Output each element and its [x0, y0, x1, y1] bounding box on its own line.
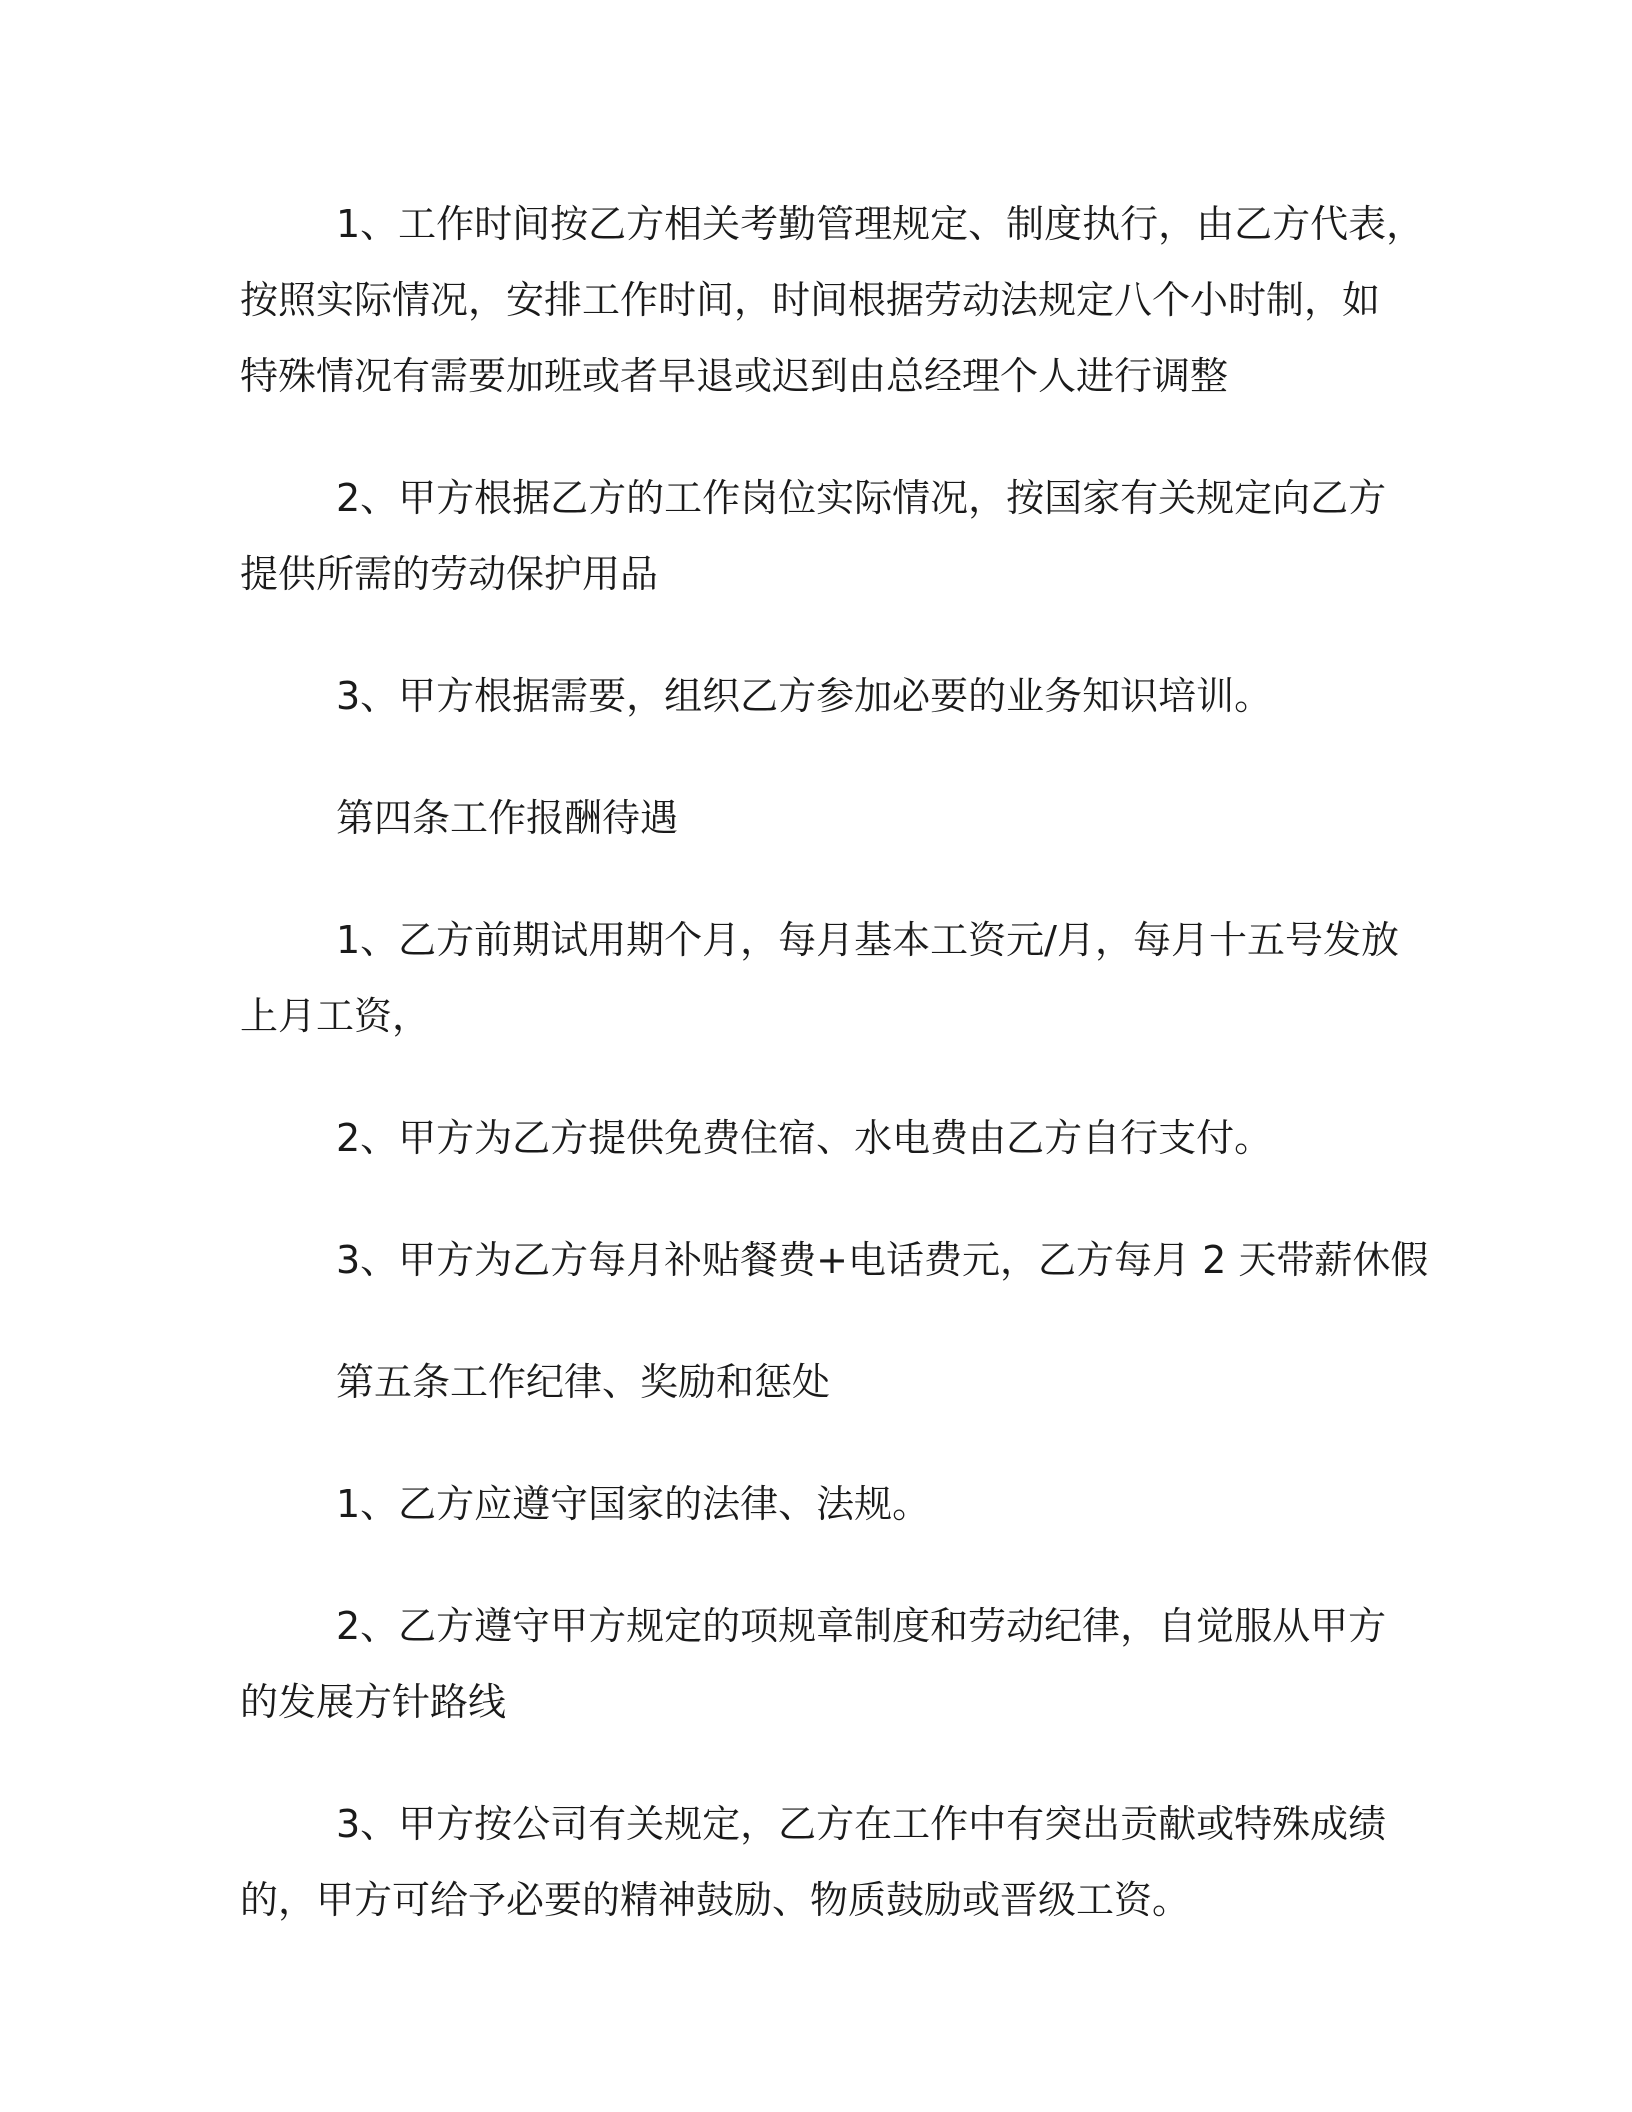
document-body — [240, 186, 1429, 1984]
section-heading-4 — [240, 780, 1400, 856]
clause-3-3 — [240, 658, 1400, 734]
text-line: 3、甲方根据需要，组织乙方参加必要的业务知识培训。 — [336, 674, 1273, 718]
clause-5-3 — [240, 1786, 1400, 1938]
clause-3-1 — [240, 186, 1425, 414]
text-line: 特殊情况有需要加班或者早退或迟到由总经理个人进行调整 — [240, 354, 1229, 398]
clause-5-1 — [240, 1466, 1400, 1542]
clause-5-2 — [240, 1588, 1400, 1740]
clause-4-2 — [240, 1100, 1400, 1176]
clause-3-2 — [240, 460, 1400, 612]
text-line: 2、甲方根据乙方的工作岗位实际情况，按国家有关规定向乙方 — [336, 476, 1387, 520]
text-line: 3、甲方按公司有关规定，乙方在工作中有突出贡献或特殊成绩 — [336, 1802, 1387, 1846]
section-heading: 第四条工作报酬待遇 — [336, 796, 679, 840]
text-line: 提供所需的劳动保护用品 — [240, 552, 659, 596]
text-line: 按照实际情况，安排工作时间，时间根据劳动法规定八个小时制，如 — [240, 278, 1381, 322]
text-line: 的发展方针路线 — [240, 1680, 507, 1724]
clause-4-1 — [240, 902, 1400, 1054]
text-line: 2、乙方遵守甲方规定的项规章制度和劳动纪律，自觉服从甲方 — [336, 1604, 1387, 1648]
clause-4-3 — [240, 1222, 1429, 1298]
text-line: 上月工资， — [240, 994, 431, 1038]
text-line: 2、甲方为乙方提供免费住宿、水电费由乙方自行支付。 — [336, 1116, 1273, 1160]
text-line: 1、乙方前期试用期个月，每月基本工资元/月，每月十五号发放 — [336, 918, 1399, 962]
text-line: 1、乙方应遵守国家的法律、法规。 — [336, 1482, 931, 1526]
section-heading: 第五条工作纪律、奖励和惩处 — [336, 1360, 831, 1404]
text-line: 的，甲方可给予必要的精神鼓励、物质鼓励或晋级工资。 — [240, 1878, 1191, 1922]
text-line: 1、工作时间按乙方相关考勤管理规定、制度执行，由乙方代表， — [336, 202, 1425, 246]
section-heading-5 — [240, 1344, 1400, 1420]
text-line: 3、甲方为乙方每月补贴餐费+电话费元，乙方每月 2 天带薪休假 — [336, 1238, 1429, 1282]
